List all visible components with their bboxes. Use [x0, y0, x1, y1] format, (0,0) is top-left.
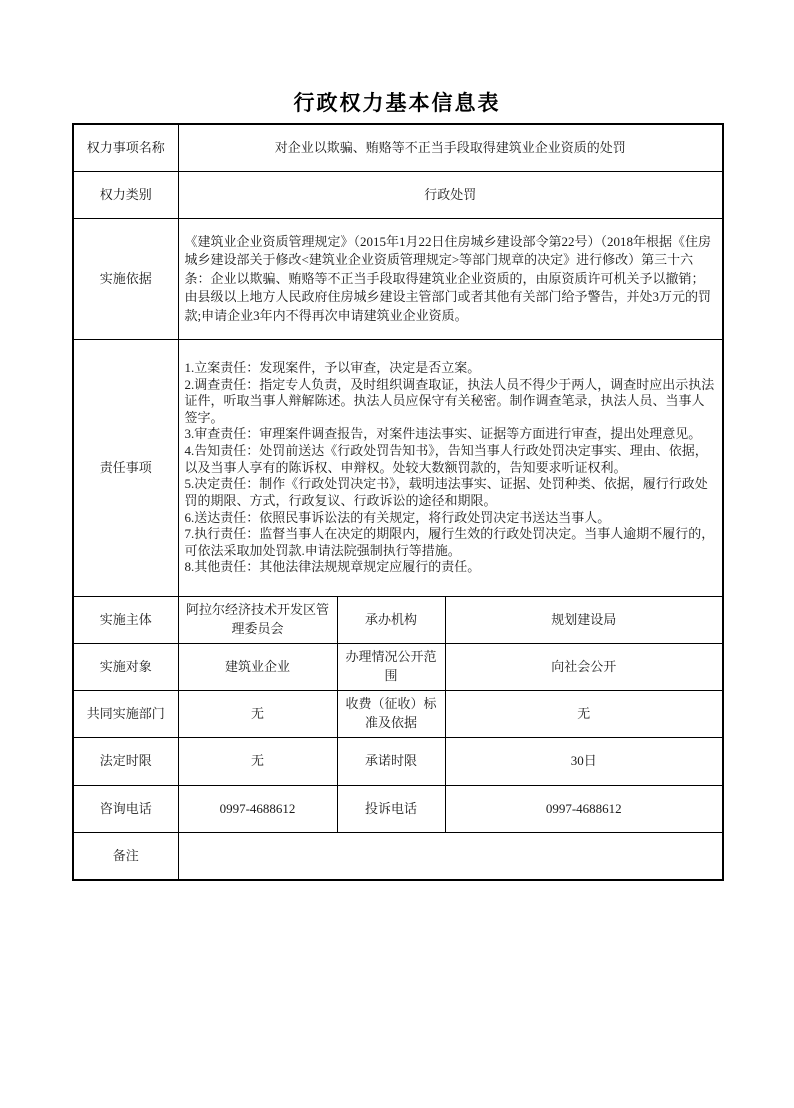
- table-row-power-category: [73, 172, 723, 219]
- row-label-remarks: 备注: [73, 833, 178, 881]
- row-label-implementing-body: 实施主体: [73, 597, 178, 644]
- row-value-disclosure-scope: 向社会公开: [445, 644, 723, 691]
- table-row-joint-departments: [73, 691, 723, 738]
- row-label-complaint-phone: 投诉电话: [337, 786, 445, 833]
- row-label-implementation-basis: 实施依据: [73, 219, 178, 340]
- page-title: 行政权力基本信息表: [293, 91, 501, 115]
- row-label-power-name: 权力事项名称: [73, 124, 178, 172]
- implementation-basis-text: 《建筑业企业资质管理规定》（2015年1月22日住房城乡建设部令第22号）（2018年根据《住房城乡建设部关于修改<建筑业企业资质管理规定>等部门规章的决定》进行修改）第三十六条：企业以欺骗、贿赂等不正当手段取得建筑业企业资质的，由原资质许可机关予以撤销；由县级以上地方人民政府住房城乡建设主管部门或者其他有关部门给予警告，并处3万元的罚款;申请企业3年内不得再次申请建筑业企业资质。: [184, 233, 712, 323]
- row-label-fee-standard: 收费（征收）标准及依据: [337, 691, 445, 738]
- responsibility-item-3: 3.审查责任：审理案件调查报告，对案件违法事实、证据等方面进行审查，提出处理意见。: [184, 426, 702, 442]
- responsibility-item-7: 7.执行责任：监督当事人在决定的期限内，履行生效的行政处罚决定。当事人逾期不履行的，可依法采取加处罚款.申请法院强制执行等措施。: [184, 526, 715, 558]
- row-value-implementing-body: 阿拉尔经济技术开发区管理委员会: [178, 597, 337, 644]
- row-label-promised-time-limit: 承诺时限: [337, 738, 445, 786]
- row-label-joint-departments: 共同实施部门: [73, 691, 178, 738]
- responsibility-item-8: 8.其他责任：其他法律法规规章规定应履行的责任。: [184, 559, 481, 575]
- table-row-implementation-target: [73, 644, 723, 691]
- responsibility-item-6: 6.送达责任：依照民事诉讼法的有关规定，将行政处罚决定书送达当事人。: [184, 509, 611, 525]
- row-label-power-category: 权力类别: [73, 172, 178, 219]
- table-row-power-name: [73, 124, 723, 172]
- table-row-legal-time-limit: [73, 738, 723, 786]
- row-value-responsibility-items: [178, 340, 723, 597]
- row-value-power-name: 对企业以欺骗、贿赂等不正当手段取得建筑业企业资质的处罚: [178, 124, 723, 172]
- row-value-promised-time-limit: 30日: [445, 738, 723, 786]
- table-row-responsibility-items: [73, 340, 723, 597]
- row-value-fee-standard: 无: [445, 691, 723, 738]
- row-value-undertaking-agency: 规划建设局: [445, 597, 723, 644]
- responsibility-item-5: 5.决定责任：制作《行政处罚决定书》，载明违法事实、证据、处罚种类、依据，履行行政处罚的期限、方式，行政复议、行政诉讼的途径和期限。: [184, 476, 708, 508]
- row-value-joint-departments: 无: [178, 691, 337, 738]
- row-value-implementation-target: 建筑业企业: [178, 644, 337, 691]
- responsibility-items-list: [185, 360, 717, 576]
- row-label-responsibility-items: 责任事项: [73, 340, 178, 597]
- responsibility-item-1: 1.立案责任：发现案件，予以审查，决定是否立案。: [184, 359, 481, 375]
- table-row-implementation-basis: [73, 219, 723, 340]
- row-value-consultation-phone: 0997-4688612: [178, 786, 337, 833]
- row-value-power-category: 行政处罚: [178, 172, 723, 219]
- info-table: [72, 123, 724, 881]
- responsibility-item-4: 4.告知责任：处罚前送达《行政处罚告知书》，告知当事人行政处罚决定事实、理由、依据，以及当事人享有的陈诉权、申辩权。处较大数额罚款的，告知要求听证权利。: [184, 443, 708, 475]
- row-value-complaint-phone: 0997-4688612: [445, 786, 723, 833]
- table-row-remarks: [73, 833, 723, 881]
- row-value-legal-time-limit: 无: [178, 738, 337, 786]
- row-value-remarks: [178, 833, 723, 881]
- row-label-legal-time-limit: 法定时限: [73, 738, 178, 786]
- row-label-undertaking-agency: 承办机构: [337, 597, 445, 644]
- table-row-implementing-body: [73, 597, 723, 644]
- row-label-implementation-target: 实施对象: [73, 644, 178, 691]
- table-row-phones: [73, 786, 723, 833]
- responsibility-item-2: 2.调查责任：指定专人负责，及时组织调查取证，执法人员不得少于两人，调查时应出示执法证件，听取当事人辩解陈述。执法人员应保守有关秘密。制作调查笔录，执法人员、当事人签字。: [184, 376, 715, 425]
- row-label-consultation-phone: 咨询电话: [73, 786, 178, 833]
- row-value-implementation-basis: [178, 219, 723, 340]
- row-label-disclosure-scope: 办理情况公开范围: [337, 644, 445, 691]
